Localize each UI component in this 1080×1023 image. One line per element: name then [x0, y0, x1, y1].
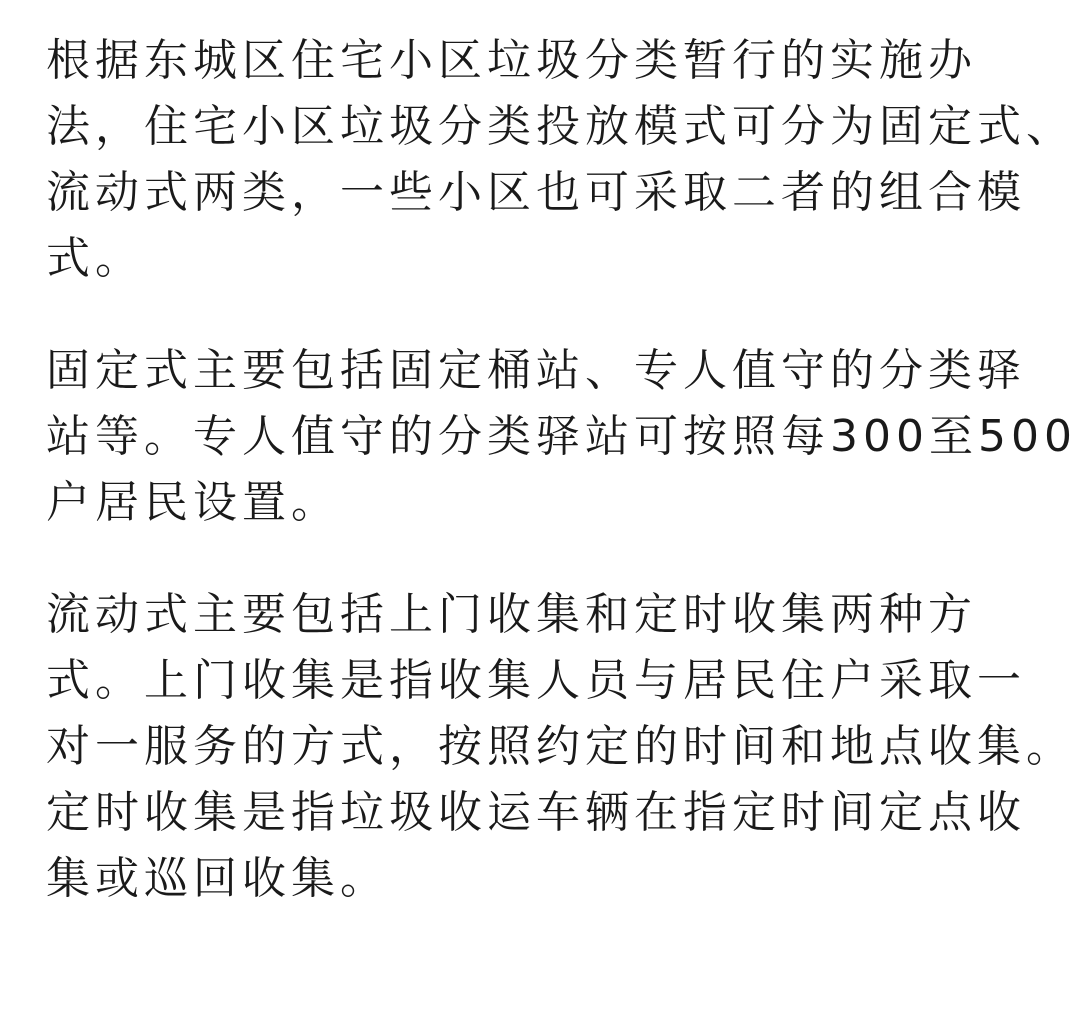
paragraph-classification-modes — [46, 28, 1075, 292]
text-line: 集或巡回收集。 — [46, 853, 389, 904]
text-line: 流动式两类，一些小区也可采取二者的组合模 — [46, 167, 1026, 218]
text-line: 户居民设置。 — [46, 477, 340, 528]
text-line: 式。上门收集是指收集人员与居民住户采取一 — [46, 655, 1026, 706]
paragraph-fixed-mode — [46, 338, 1077, 536]
text-line: 根据东城区住宅小区垃圾分类暂行的实施办 — [46, 35, 977, 86]
text-line: 对一服务的方式，按照约定的时间和地点收集。 — [46, 721, 1075, 772]
text-line: 定时收集是指垃圾收运车辆在指定时间定点收 — [46, 787, 1026, 838]
text-line: 法，住宅小区垃圾分类投放模式可分为固定式、 — [46, 101, 1075, 152]
text-line: 式。 — [46, 233, 144, 284]
text-line: 固定式主要包括固定桶站、专人值守的分类驿 — [46, 345, 1026, 396]
text-line: 站等。专人值守的分类驿站可按照每300至500 — [46, 411, 1077, 462]
paragraph-mobile-mode — [46, 582, 1075, 912]
text-line: 流动式主要包括上门收集和定时收集两种方 — [46, 589, 977, 640]
